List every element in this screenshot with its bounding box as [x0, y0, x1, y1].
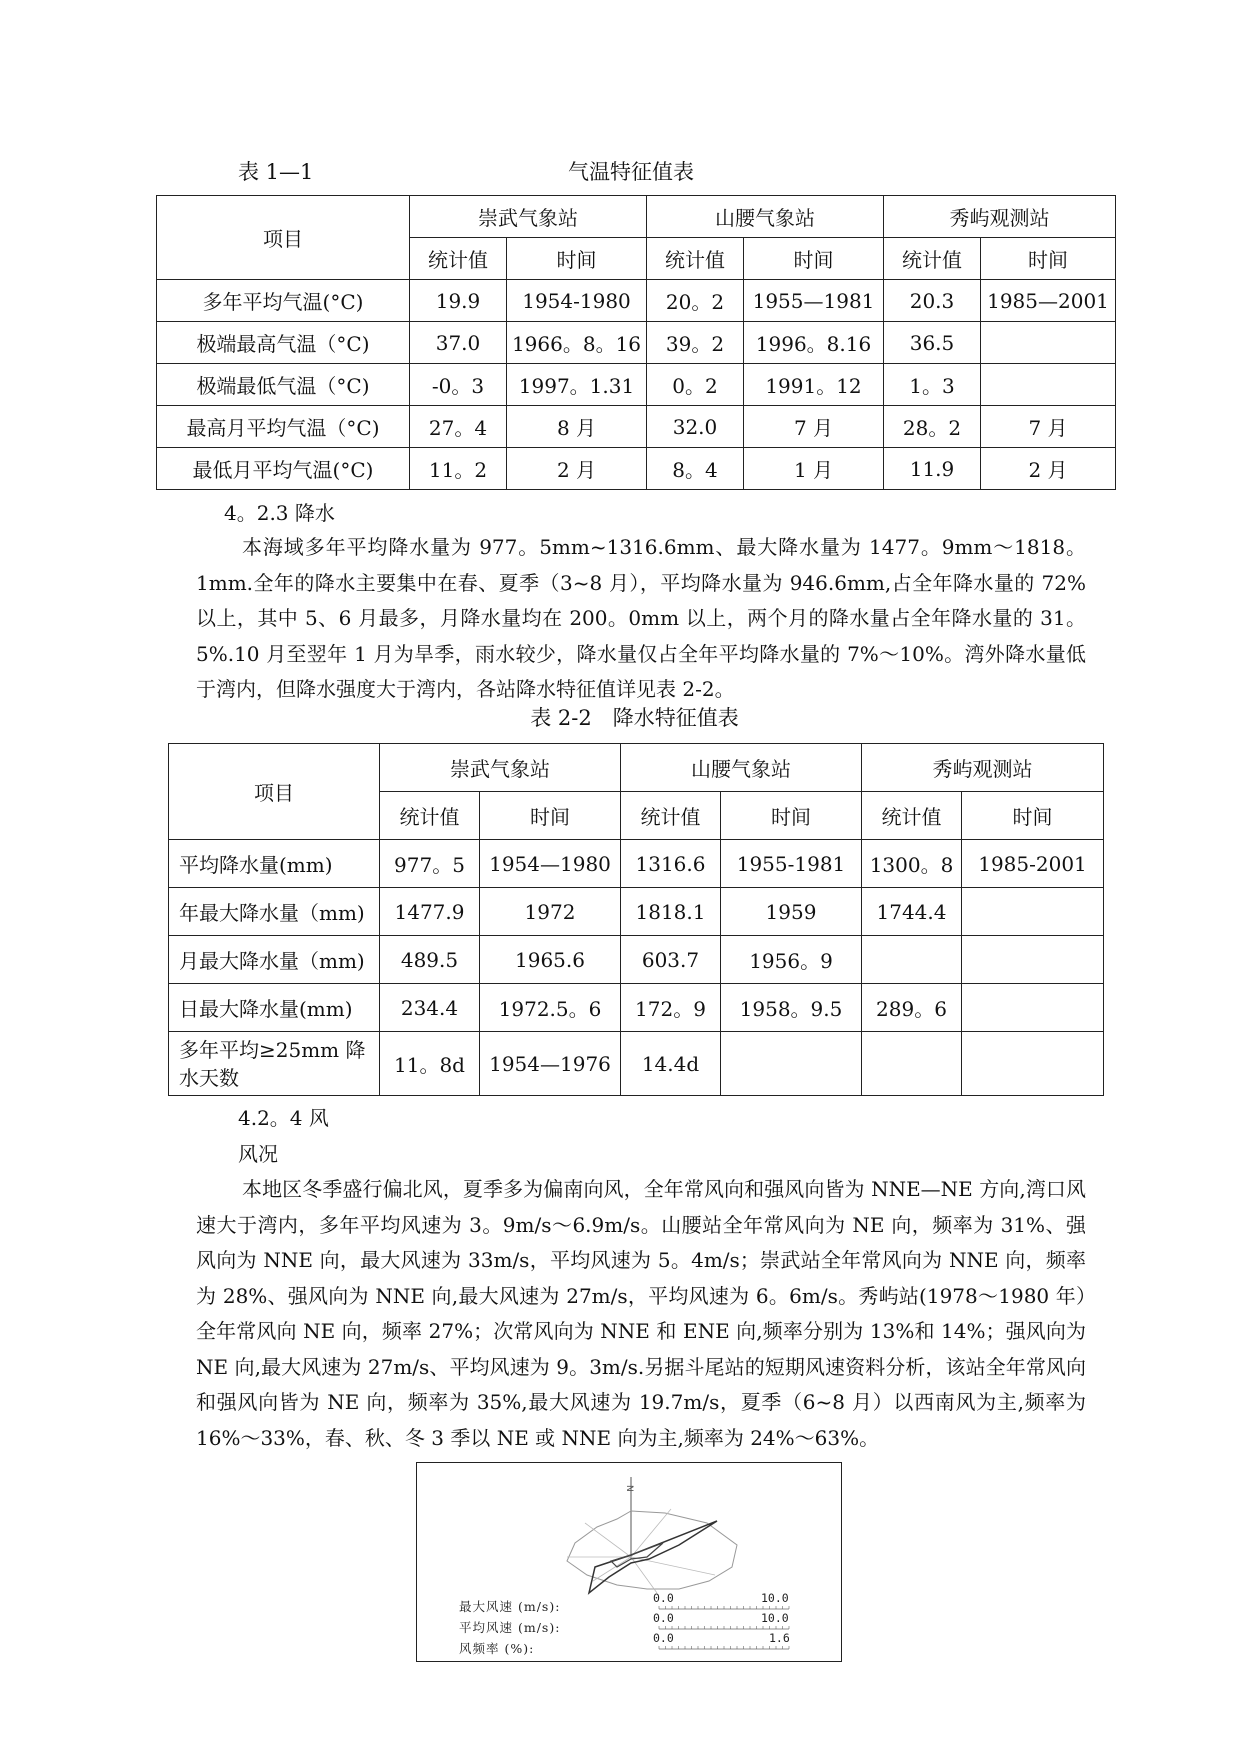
table2-title: 表 2-2 降水特征值表	[530, 706, 739, 730]
row-label: 多年平均≥25mm 降水天数	[169, 1032, 380, 1096]
table1-title: 气温特征值表	[568, 160, 694, 184]
table-cell: 172。9	[621, 984, 721, 1032]
table-cell	[962, 984, 1104, 1032]
legend-max-speed-min: 0.0	[653, 1591, 674, 1605]
table2-subheader: 时间	[721, 792, 862, 840]
table-cell: 11。2	[410, 448, 507, 490]
legend-mean-speed-max: 10.0	[761, 1611, 789, 1625]
table-cell: 1744.4	[862, 888, 962, 936]
table-cell	[962, 888, 1104, 936]
table-row	[157, 364, 1116, 406]
table-cell: 1991。12	[744, 364, 884, 406]
table-row	[169, 1032, 1104, 1096]
legend-mean-speed-label: 平均风速 (m/s):	[459, 1620, 561, 1635]
table1-header-item: 项目	[157, 196, 410, 280]
table-cell: 1985—2001	[981, 280, 1116, 322]
table-cell: 1954-1980	[507, 280, 647, 322]
legend-frequency-max: 1.6	[769, 1631, 790, 1645]
table1-label: 表 1—1	[238, 160, 314, 184]
table-cell: 1。3	[884, 364, 981, 406]
rain-paragraph: 本海域多年平均降水量为 977。5mm~1316.6mm、最大降水量为 1477。9mm～1818。1mm.全年的降水主要集中在春、夏季（3~8 月），平均降水量为 946.6mm,占全年降水量的 72%以上，其中 5、6 月最多，月降水量均在 200。0mm 以上，两个月的降水量占全年降水量的 31。5%.10 月至翌年 1 月为旱季，雨水较少，降水量仅占全年平均降水量的 7%～10%。湾外降水量低于湾内，但降水强度大于湾内，各站降水特征值详见表 2-2。	[196, 535, 1086, 701]
table-cell: 11。8d	[380, 1032, 480, 1096]
table-row	[169, 840, 1104, 888]
legend-frequency-min: 0.0	[653, 1631, 674, 1645]
row-label: 最高月平均气温（°C)	[157, 406, 410, 448]
table-cell: 36.5	[884, 322, 981, 364]
table1-station-shanyao: 山腰气象站	[647, 196, 884, 238]
table-cell	[981, 322, 1116, 364]
table-cell: 1955—1981	[744, 280, 884, 322]
table-cell: 1996。8.16	[744, 322, 884, 364]
table-cell	[862, 1032, 962, 1096]
north-label: N	[624, 1485, 634, 1492]
table-cell: 28。2	[884, 406, 981, 448]
row-label: 最低月平均气温(°C)	[157, 448, 410, 490]
table1-station-chongwu: 崇武气象站	[410, 196, 647, 238]
table-row	[157, 280, 1116, 322]
table-cell: 1997。1.31	[507, 364, 647, 406]
table-cell: 1 月	[744, 448, 884, 490]
row-label: 极端最高气温（°C)	[157, 322, 410, 364]
wind-paragraph: 本地区冬季盛行偏北风，夏季多为偏南向风，全年常风向和强风向皆为 NNE—NE 方向,湾口风速大于湾内，多年平均风速为 3。9m/s～6.9m/s。山腰站全年常风向为 NE 向，频率为 31%、强风向为 NNE 向，最大风速为 33m/s，平均风速为 5。4m/s；崇武站全年常风向为 NNE 向，频率为 28%、强风向为 NNE 向,最大风速为 27m/s，平均风速为 6。6m/s。秀屿站(1978～1980 年）全年常风向 NE 向，频率 27%；次常风向为 NNE 和 ENE 向,频率分别为 13%和 14%；强风向为 NE 向,最大风速为 27m/s、平均风速为 9。3m/s.另据斗尾站的短期风速资料分析，该站全年常风向和强风向皆为 NE 向，频率为 35%,最大风速为 19.7m/s，夏季（6~8 月）以西南风为主,频率为 16%～33%，春、秋、冬 3 季以 NE 或 NNE 向为主,频率为 24%～63%。	[196, 1177, 1086, 1450]
table-cell: 1477.9	[380, 888, 480, 936]
table-cell: 7 月	[981, 406, 1116, 448]
table-cell: 19.9	[410, 280, 507, 322]
table-cell: 1966。8。16	[507, 322, 647, 364]
section-subheading-wind: 风况	[238, 1142, 278, 1166]
table1-station-xiuyu: 秀屿观测站	[884, 196, 1116, 238]
table1-subheader: 统计值	[410, 238, 507, 280]
wind-rose-figure	[416, 1462, 842, 1662]
table-cell: 489.5	[380, 936, 480, 984]
table-cell: 14.4d	[621, 1032, 721, 1096]
table-cell: 2 月	[507, 448, 647, 490]
table-cell: 1965.6	[480, 936, 621, 984]
table-row	[157, 322, 1116, 364]
table-cell: -0。3	[410, 364, 507, 406]
table1-subheader: 时间	[981, 238, 1116, 280]
table-cell: 8 月	[507, 406, 647, 448]
table1-subheader: 时间	[507, 238, 647, 280]
table-cell: 39。2	[647, 322, 744, 364]
table-cell: 20。2	[647, 280, 744, 322]
legend-max-speed-label: 最大风速 (m/s):	[459, 1599, 561, 1614]
table-row	[157, 406, 1116, 448]
table-cell: 1958。9.5	[721, 984, 862, 1032]
table-cell	[962, 936, 1104, 984]
table-cell: 977。5	[380, 840, 480, 888]
legend-mean-speed-min: 0.0	[653, 1611, 674, 1625]
table-cell: 32.0	[647, 406, 744, 448]
table-cell: 8。4	[647, 448, 744, 490]
table-cell: 1818.1	[621, 888, 721, 936]
table1-subheader: 统计值	[884, 238, 981, 280]
table-cell: 603.7	[621, 936, 721, 984]
table-cell: 27。4	[410, 406, 507, 448]
row-label: 月最大降水量（mm)	[169, 936, 380, 984]
legend-max-speed-max: 10.0	[761, 1591, 789, 1605]
table-cell: 2 月	[981, 448, 1116, 490]
mean-speed-polygon	[611, 1543, 663, 1567]
table2-subheader: 统计值	[621, 792, 721, 840]
table-cell: 7 月	[744, 406, 884, 448]
table-cell	[721, 1032, 862, 1096]
row-label: 平均降水量(mm)	[169, 840, 380, 888]
table-cell: 1316.6	[621, 840, 721, 888]
table-cell	[981, 364, 1116, 406]
section-heading-wind: 4.2。4 风	[238, 1106, 329, 1130]
table2-station-chongwu: 崇武气象站	[380, 744, 621, 792]
table2-subheader: 时间	[962, 792, 1104, 840]
row-label: 年最大降水量（mm)	[169, 888, 380, 936]
table-cell: 234.4	[380, 984, 480, 1032]
table-cell: 1300。8	[862, 840, 962, 888]
table-cell: 20.3	[884, 280, 981, 322]
table-cell: 1954—1980	[480, 840, 621, 888]
temperature-table	[156, 195, 1116, 490]
row-label: 多年平均气温(°C)	[157, 280, 410, 322]
table-row	[157, 448, 1116, 490]
table-cell: 0。2	[647, 364, 744, 406]
table-row	[169, 936, 1104, 984]
row-label: 极端最低气温（°C)	[157, 364, 410, 406]
table-cell: 1955-1981	[721, 840, 862, 888]
table-row	[169, 888, 1104, 936]
table2-subheader: 统计值	[380, 792, 480, 840]
table-cell	[962, 1032, 1104, 1096]
table-row	[169, 984, 1104, 1032]
section-heading-rain: 4。2.3 降水	[224, 501, 335, 525]
row-label: 日最大降水量(mm)	[169, 984, 380, 1032]
table1-subheader: 时间	[744, 238, 884, 280]
table-cell: 1985-2001	[962, 840, 1104, 888]
precipitation-table	[168, 743, 1104, 1096]
table-cell: 11.9	[884, 448, 981, 490]
table-cell: 1972	[480, 888, 621, 936]
table1-subheader: 统计值	[647, 238, 744, 280]
table2-header-item: 项目	[169, 744, 380, 840]
table-cell: 1959	[721, 888, 862, 936]
table-cell: 1954—1976	[480, 1032, 621, 1096]
table-cell: 289。6	[862, 984, 962, 1032]
table2-subheader: 时间	[480, 792, 621, 840]
table2-subheader: 统计值	[862, 792, 962, 840]
table-cell: 1972.5。6	[480, 984, 621, 1032]
table-cell: 37.0	[410, 322, 507, 364]
table2-station-xiuyu: 秀屿观测站	[862, 744, 1104, 792]
legend-frequency-label: 风频率 (%):	[459, 1641, 535, 1656]
table2-station-shanyao: 山腰气象站	[621, 744, 862, 792]
table-cell: 1956。9	[721, 936, 862, 984]
table-cell	[862, 936, 962, 984]
